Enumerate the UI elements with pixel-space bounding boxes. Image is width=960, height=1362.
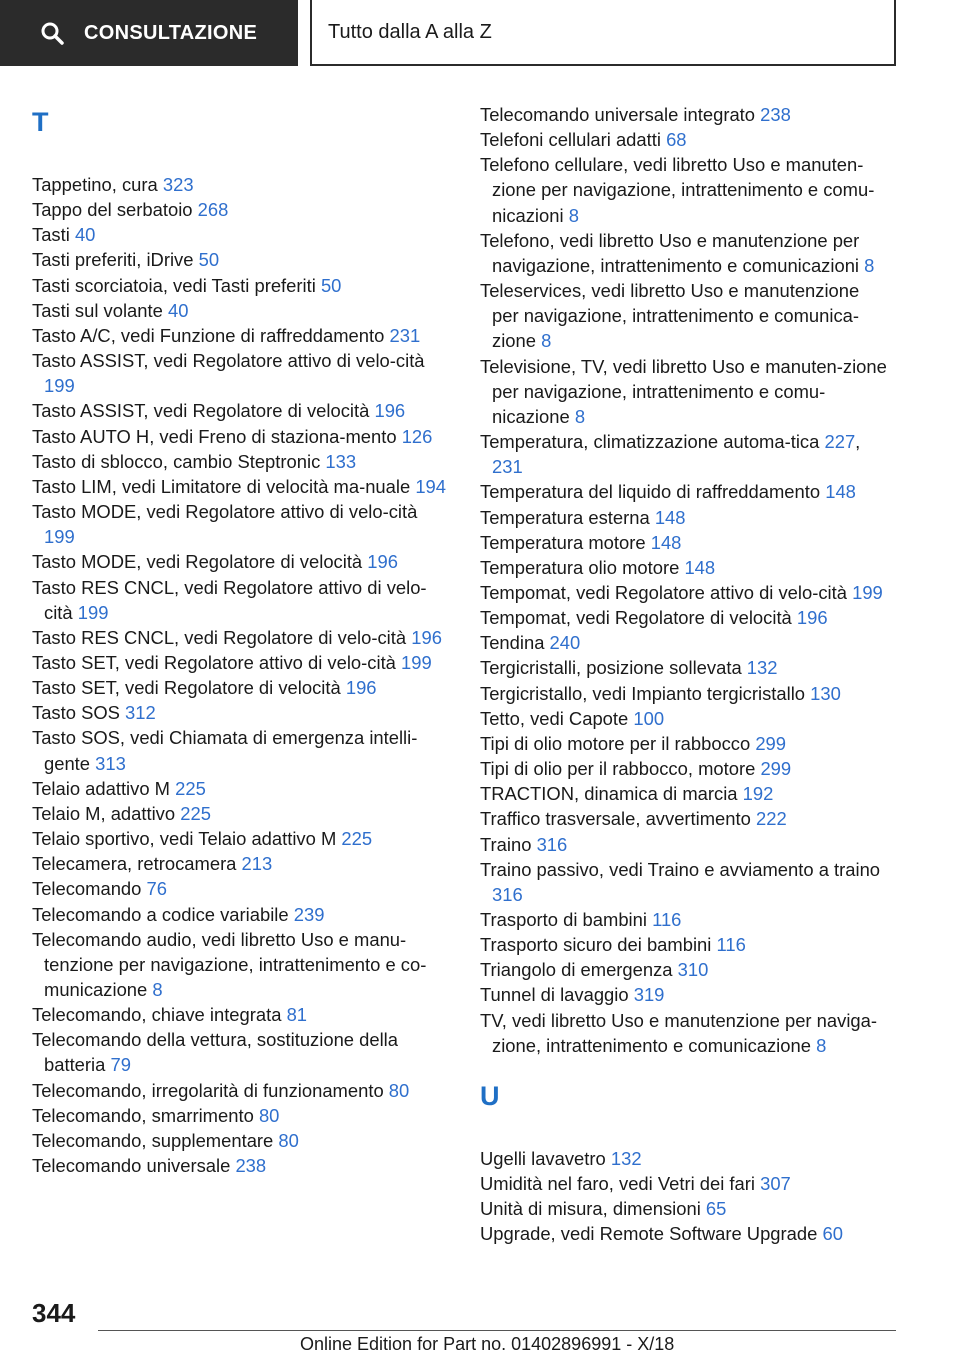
index-entry (32, 851, 447, 876)
index-entry-text: Telecomando, irregolarità di funzionamento (32, 1079, 384, 1101)
page-link[interactable]: 81 (286, 1004, 308, 1026)
page-link[interactable]: 8 (816, 1034, 827, 1056)
page-link[interactable]: 148 (654, 506, 686, 528)
index-entry (32, 273, 447, 298)
index-entry (32, 348, 447, 398)
index-entry-text: Telecomando (32, 878, 142, 900)
index-entry-text: Televisione, TV, vedi libretto Uso e manuten-​zione per navigazione, intrattenimento e comu-​nicazione (480, 355, 887, 427)
index-entry-text: Tipi di olio per il rabbocco, motore (480, 758, 756, 780)
page-link[interactable]: 199 (77, 601, 109, 623)
index-entry (32, 172, 447, 197)
page-link[interactable]: 196 (374, 400, 406, 422)
index-entry (32, 575, 447, 625)
index-entry (32, 298, 447, 323)
index-entry-text: Telecomando della vettura, sostituzione della batteria (32, 1029, 398, 1076)
index-entry: Temperatura, climatizzazione automa-​tica 227, 231 (480, 431, 861, 478)
index-entry-text: Tasto MODE, vedi Regolatore di velocità (32, 551, 363, 573)
index-entry (32, 725, 447, 775)
index-entry-text: Telaio sportivo, vedi Telaio adattivo M (32, 828, 337, 850)
index-entry-text: Trasporto sicuro dei bambini (480, 934, 712, 956)
index-entry (480, 681, 890, 706)
page-link[interactable]: 319 (633, 984, 665, 1006)
index-entry-text: Tasto ASSIST, vedi Regolatore di velocità (32, 400, 370, 422)
index-entry (32, 1027, 447, 1077)
page-link[interactable]: 239 (293, 903, 325, 925)
index-entry-text: Tasto AUTO H, vedi Freno di staziona-​mento (32, 425, 397, 447)
index-column-left (32, 102, 447, 1178)
index-column-right (480, 102, 890, 1247)
index-entry (480, 1196, 890, 1221)
index-entry (32, 197, 447, 222)
index-entry-text: Telecomando, smarrimento (32, 1104, 254, 1126)
page-link[interactable]: 231 (492, 456, 523, 478)
index-entry-text: Telecomando a codice variabile (32, 903, 289, 925)
index-entry (480, 706, 890, 731)
section-gap (480, 1120, 890, 1146)
page-link[interactable]: 76 (146, 878, 167, 900)
index-entry-text: TV, vedi libretto Uso e manutenzione per naviga-​zione, intrattenimento e comunicazione (480, 1009, 877, 1056)
index-entry-text: Tipi di olio motore per il rabbocco (480, 732, 751, 754)
page-link[interactable]: 225 (175, 777, 206, 799)
page-link[interactable]: 238 (235, 1155, 267, 1177)
index-entry (480, 957, 890, 982)
index-entry-text: Triangolo di emergenza (480, 959, 673, 981)
index-entry-text: Tasti (32, 224, 70, 246)
page-link[interactable]: 50 (198, 249, 220, 271)
page-link[interactable]: 299 (755, 732, 787, 754)
page-link[interactable]: 231 (389, 324, 421, 346)
index-entry-text: Tasti scorciatoia, vedi Tasti preferiti (32, 274, 316, 296)
index-entry (480, 555, 890, 580)
index-entry (32, 323, 447, 348)
page-link[interactable]: 8 (864, 254, 875, 276)
index-entry (480, 127, 890, 152)
page-link[interactable]: 196 (367, 551, 398, 573)
index-entry (480, 102, 890, 127)
page-link[interactable]: 199 (44, 526, 75, 548)
index-entry (480, 278, 890, 353)
tab-tutto-dalla-a-alla-z[interactable] (310, 0, 896, 66)
index-entry (32, 1002, 447, 1027)
search-icon (40, 21, 64, 45)
index-entry-text: Tasto SOS (32, 702, 120, 724)
index-entry-text: TRACTION, dinamica di marcia (480, 783, 738, 805)
index-entry (32, 247, 447, 272)
index-entry-text: Tempomat, vedi Regolatore attivo di velo-​cità (480, 581, 847, 603)
index-entry (32, 222, 447, 247)
index-entry (32, 902, 447, 927)
index-entry-text: Telecomando universale integrato (480, 104, 756, 125)
index-entry-text: Traino (480, 833, 532, 855)
index-entry (480, 806, 890, 831)
index-entry (32, 801, 447, 826)
index-entry-text: Tasto SET, vedi Regolatore di velocità (32, 677, 341, 699)
index-entry-text: Temperatura esterna (480, 506, 650, 528)
page-link[interactable]: 225 (341, 828, 373, 850)
page-link[interactable]: 65 (705, 1198, 727, 1220)
index-entry-text: Tasto RES CNCL, vedi Regolatore di velo-​cità (32, 626, 407, 648)
page-link[interactable]: 312 (125, 702, 156, 724)
index-entry-text: Tunnel di lavaggio (480, 984, 629, 1006)
page-link[interactable]: 133 (325, 450, 357, 472)
page-link[interactable]: 299 (760, 758, 792, 780)
index-entry (480, 605, 890, 630)
page-link[interactable]: 194 (415, 475, 447, 497)
page-link[interactable]: 80 (278, 1129, 299, 1151)
page-link[interactable]: 225 (180, 802, 211, 824)
index-entry (32, 700, 447, 725)
index-entry (32, 499, 447, 549)
page-link[interactable]: 100 (633, 707, 665, 729)
index-entry-text: Traffico trasversale, avvertimento (480, 808, 751, 830)
index-entry (480, 982, 890, 1007)
index-entry (32, 826, 447, 851)
index-entry (480, 354, 890, 429)
index-entry (480, 1221, 890, 1246)
index-entry-text: Telecomando, supplementare (32, 1129, 274, 1151)
page-link[interactable]: 148 (825, 481, 856, 503)
page-link[interactable]: 227 (824, 431, 856, 453)
page-link[interactable]: 199 (401, 651, 432, 673)
page-link[interactable]: 50 (320, 274, 342, 296)
index-entry (32, 398, 447, 423)
index-entry (32, 449, 447, 474)
index-entry-text: Tendina (480, 632, 545, 654)
page-link[interactable]: 8 (568, 204, 579, 226)
footer-divider (98, 1330, 896, 1331)
index-entry (480, 152, 890, 227)
index-entry-text: Tasto RES CNCL, vedi Regolatore attivo di velo-​cità (32, 576, 427, 623)
page-link[interactable]: 126 (401, 425, 433, 447)
section-letter: U (480, 1080, 500, 1111)
index-entry (480, 630, 890, 655)
index-entry (32, 1153, 447, 1178)
index-entry (32, 675, 447, 700)
index-entry-text: Telecomando universale (32, 1155, 231, 1177)
index-entry (32, 1128, 447, 1153)
index-entry (480, 228, 890, 278)
index-entry-text: Tempomat, vedi Regolatore di velocità (480, 607, 792, 629)
index-entry-text: Temperatura olio motore (480, 556, 680, 578)
index-entry-text: Tasto SOS, vedi Chiamata di emergenza intelli-​gente (32, 727, 418, 774)
page-link[interactable]: 148 (650, 531, 682, 553)
page-link[interactable]: 132 (746, 657, 778, 679)
page-link[interactable]: 8 (541, 330, 552, 352)
index-entry (32, 776, 447, 801)
index-entry-text: Tergicristalli, posizione sollevata (480, 657, 742, 679)
index-entry-text: Tasto MODE, vedi Regolatore attivo di velo-​cità (32, 501, 418, 523)
index-entry (32, 1078, 447, 1103)
index-entry-text: Tasti sul volante (32, 299, 163, 321)
page-link[interactable]: 196 (345, 677, 377, 699)
index-entry-text: Temperatura motore (480, 531, 646, 553)
index-entry-text: Tasto ASSIST, vedi Regolatore attivo di velo-​cità (32, 350, 425, 372)
header (0, 0, 960, 66)
index-entry-text: Trasporto di bambini (480, 909, 647, 930)
page-link[interactable]: 68 (666, 129, 687, 151)
index-entry (480, 580, 890, 605)
index-entry (480, 505, 890, 530)
page-link[interactable]: 238 (760, 104, 791, 125)
footer-edition: Online Edition for Part no. 01402896991 - X/18 (300, 1334, 675, 1354)
page-link[interactable]: 116 (716, 934, 746, 956)
index-entry-text: Telaio M, adattivo (32, 802, 176, 824)
index-entry-text: Telecamera, retrocamera (32, 853, 237, 875)
page-link[interactable]: 40 (74, 224, 96, 246)
page-link[interactable]: 8 (152, 979, 163, 1000)
page-link[interactable]: 240 (549, 632, 581, 654)
index-entry (480, 1146, 890, 1171)
page-link[interactable]: 307 (760, 1173, 791, 1195)
index-entry-text: Tasti preferiti, iDrive (32, 249, 194, 271)
index-entry (32, 549, 447, 574)
index-entry-text: Umidità nel faro, vedi Vetri dei fari (480, 1173, 755, 1195)
section-letter: T (32, 107, 49, 137)
page-link[interactable]: 8 (574, 405, 586, 427)
page-link[interactable]: 268 (197, 199, 229, 221)
index-entry (480, 530, 890, 555)
index-entry (32, 876, 447, 901)
index-entry-text: Traino passivo, vedi Traino e avviamento a traino (480, 858, 881, 880)
page-link[interactable]: 199 (44, 375, 75, 397)
tab-consultazione[interactable] (0, 0, 298, 66)
index-entry (480, 479, 890, 504)
tab-consultazione-label: CONSULTAZIONE (84, 21, 258, 44)
index-entry-text: Tasto LIM, vedi Limitatore di velocità ma-​nuale (32, 475, 411, 497)
page-link[interactable]: 316 (492, 883, 523, 905)
index-entry-text: Ugelli lavavetro (480, 1147, 606, 1169)
page-link[interactable]: 199 (852, 581, 883, 603)
index-entry-text: Telaio adattivo M (32, 777, 171, 799)
section-gap (32, 146, 447, 172)
page-link[interactable]: 40 (167, 299, 189, 321)
index-entry (480, 932, 890, 957)
page-link[interactable]: 313 (95, 752, 126, 774)
page-link[interactable]: 192 (742, 783, 774, 805)
page-link[interactable]: 310 (677, 959, 709, 981)
index-entry-text: Telecomando, chiave integrata (32, 1004, 282, 1026)
index-entry-text: Tasto SET, vedi Regolatore attivo di velo-​cità (32, 651, 396, 673)
index-entry-text: Unità di misura, dimensioni (480, 1198, 701, 1220)
index-entry (480, 781, 890, 806)
index-entry (480, 731, 890, 756)
index-entry (480, 1008, 890, 1058)
index-entry (32, 424, 447, 449)
index-entry (32, 927, 447, 1002)
tab-tutto-label: Tutto dalla A alla Z (328, 20, 492, 43)
page-link[interactable]: 196 (796, 607, 828, 629)
page-link[interactable]: 213 (241, 853, 273, 875)
index-entry-text: Tasto A/C, vedi Funzione di raffreddamento (32, 324, 385, 346)
page-link[interactable]: 80 (388, 1079, 410, 1101)
index-entry-text: Upgrade, vedi Remote Software Upgrade (480, 1223, 818, 1245)
index-entry-text: Temperatura, climatizzazione automa-​tica (480, 431, 820, 453)
index-entry (32, 650, 447, 675)
page-link[interactable]: 316 (536, 833, 568, 855)
page-link[interactable]: 148 (684, 556, 716, 578)
page-link[interactable]: 132 (610, 1147, 642, 1169)
index-entry (480, 857, 890, 907)
index-entry-text: Tappetino, cura (32, 174, 158, 195)
index-entry-text: Telecomando audio, vedi libretto Uso e manu-​tenzione per navigazione, intrattenimento e co-​municazione (32, 928, 427, 1000)
page-link[interactable]: 116 (652, 909, 682, 930)
index-entry (480, 655, 890, 680)
page-link[interactable]: 60 (822, 1223, 843, 1245)
index-entry (32, 474, 447, 499)
page-link[interactable]: 222 (755, 808, 787, 830)
page-link[interactable]: 130 (810, 682, 841, 704)
index-entry (480, 907, 890, 932)
index-entry (480, 1171, 890, 1196)
index-entry-text: Tergicristallo, vedi Impianto tergicristallo (480, 682, 806, 704)
page-link[interactable]: 196 (411, 626, 442, 648)
index-entry-text: Temperatura del liquido di raffreddamento (480, 481, 821, 503)
index-entry (480, 832, 890, 857)
index-entry-text: Telefono, vedi libretto Uso e manutenzione per navigazione, intrattenimento e comunicazioni (480, 229, 860, 276)
index-entry (32, 625, 447, 650)
index-entry-text: Telefoni cellulari adatti (480, 129, 661, 151)
index-entry (480, 756, 890, 781)
index-entry (32, 1103, 447, 1128)
page-link[interactable]: 79 (110, 1054, 131, 1076)
page-link[interactable]: 323 (162, 174, 194, 195)
page-link[interactable]: 80 (258, 1104, 280, 1126)
index-entry-text: Teleservices, vedi libretto Uso e manutenzione per navigazione, intrattenimento e comunica-​zione (480, 280, 860, 352)
index-entry-text: Tetto, vedi Capote (480, 707, 629, 729)
index-entry-text: Tasto di sblocco, cambio Steptronic (32, 450, 321, 472)
index-entry-text: Tappo del serbatoio (32, 199, 193, 221)
index-entry-text: Telefono cellulare, vedi libretto Uso e manuten-​zione per navigazione, intrattenimento e comu-​nicazioni (480, 154, 875, 226)
page-number: 344 (32, 1298, 76, 1328)
